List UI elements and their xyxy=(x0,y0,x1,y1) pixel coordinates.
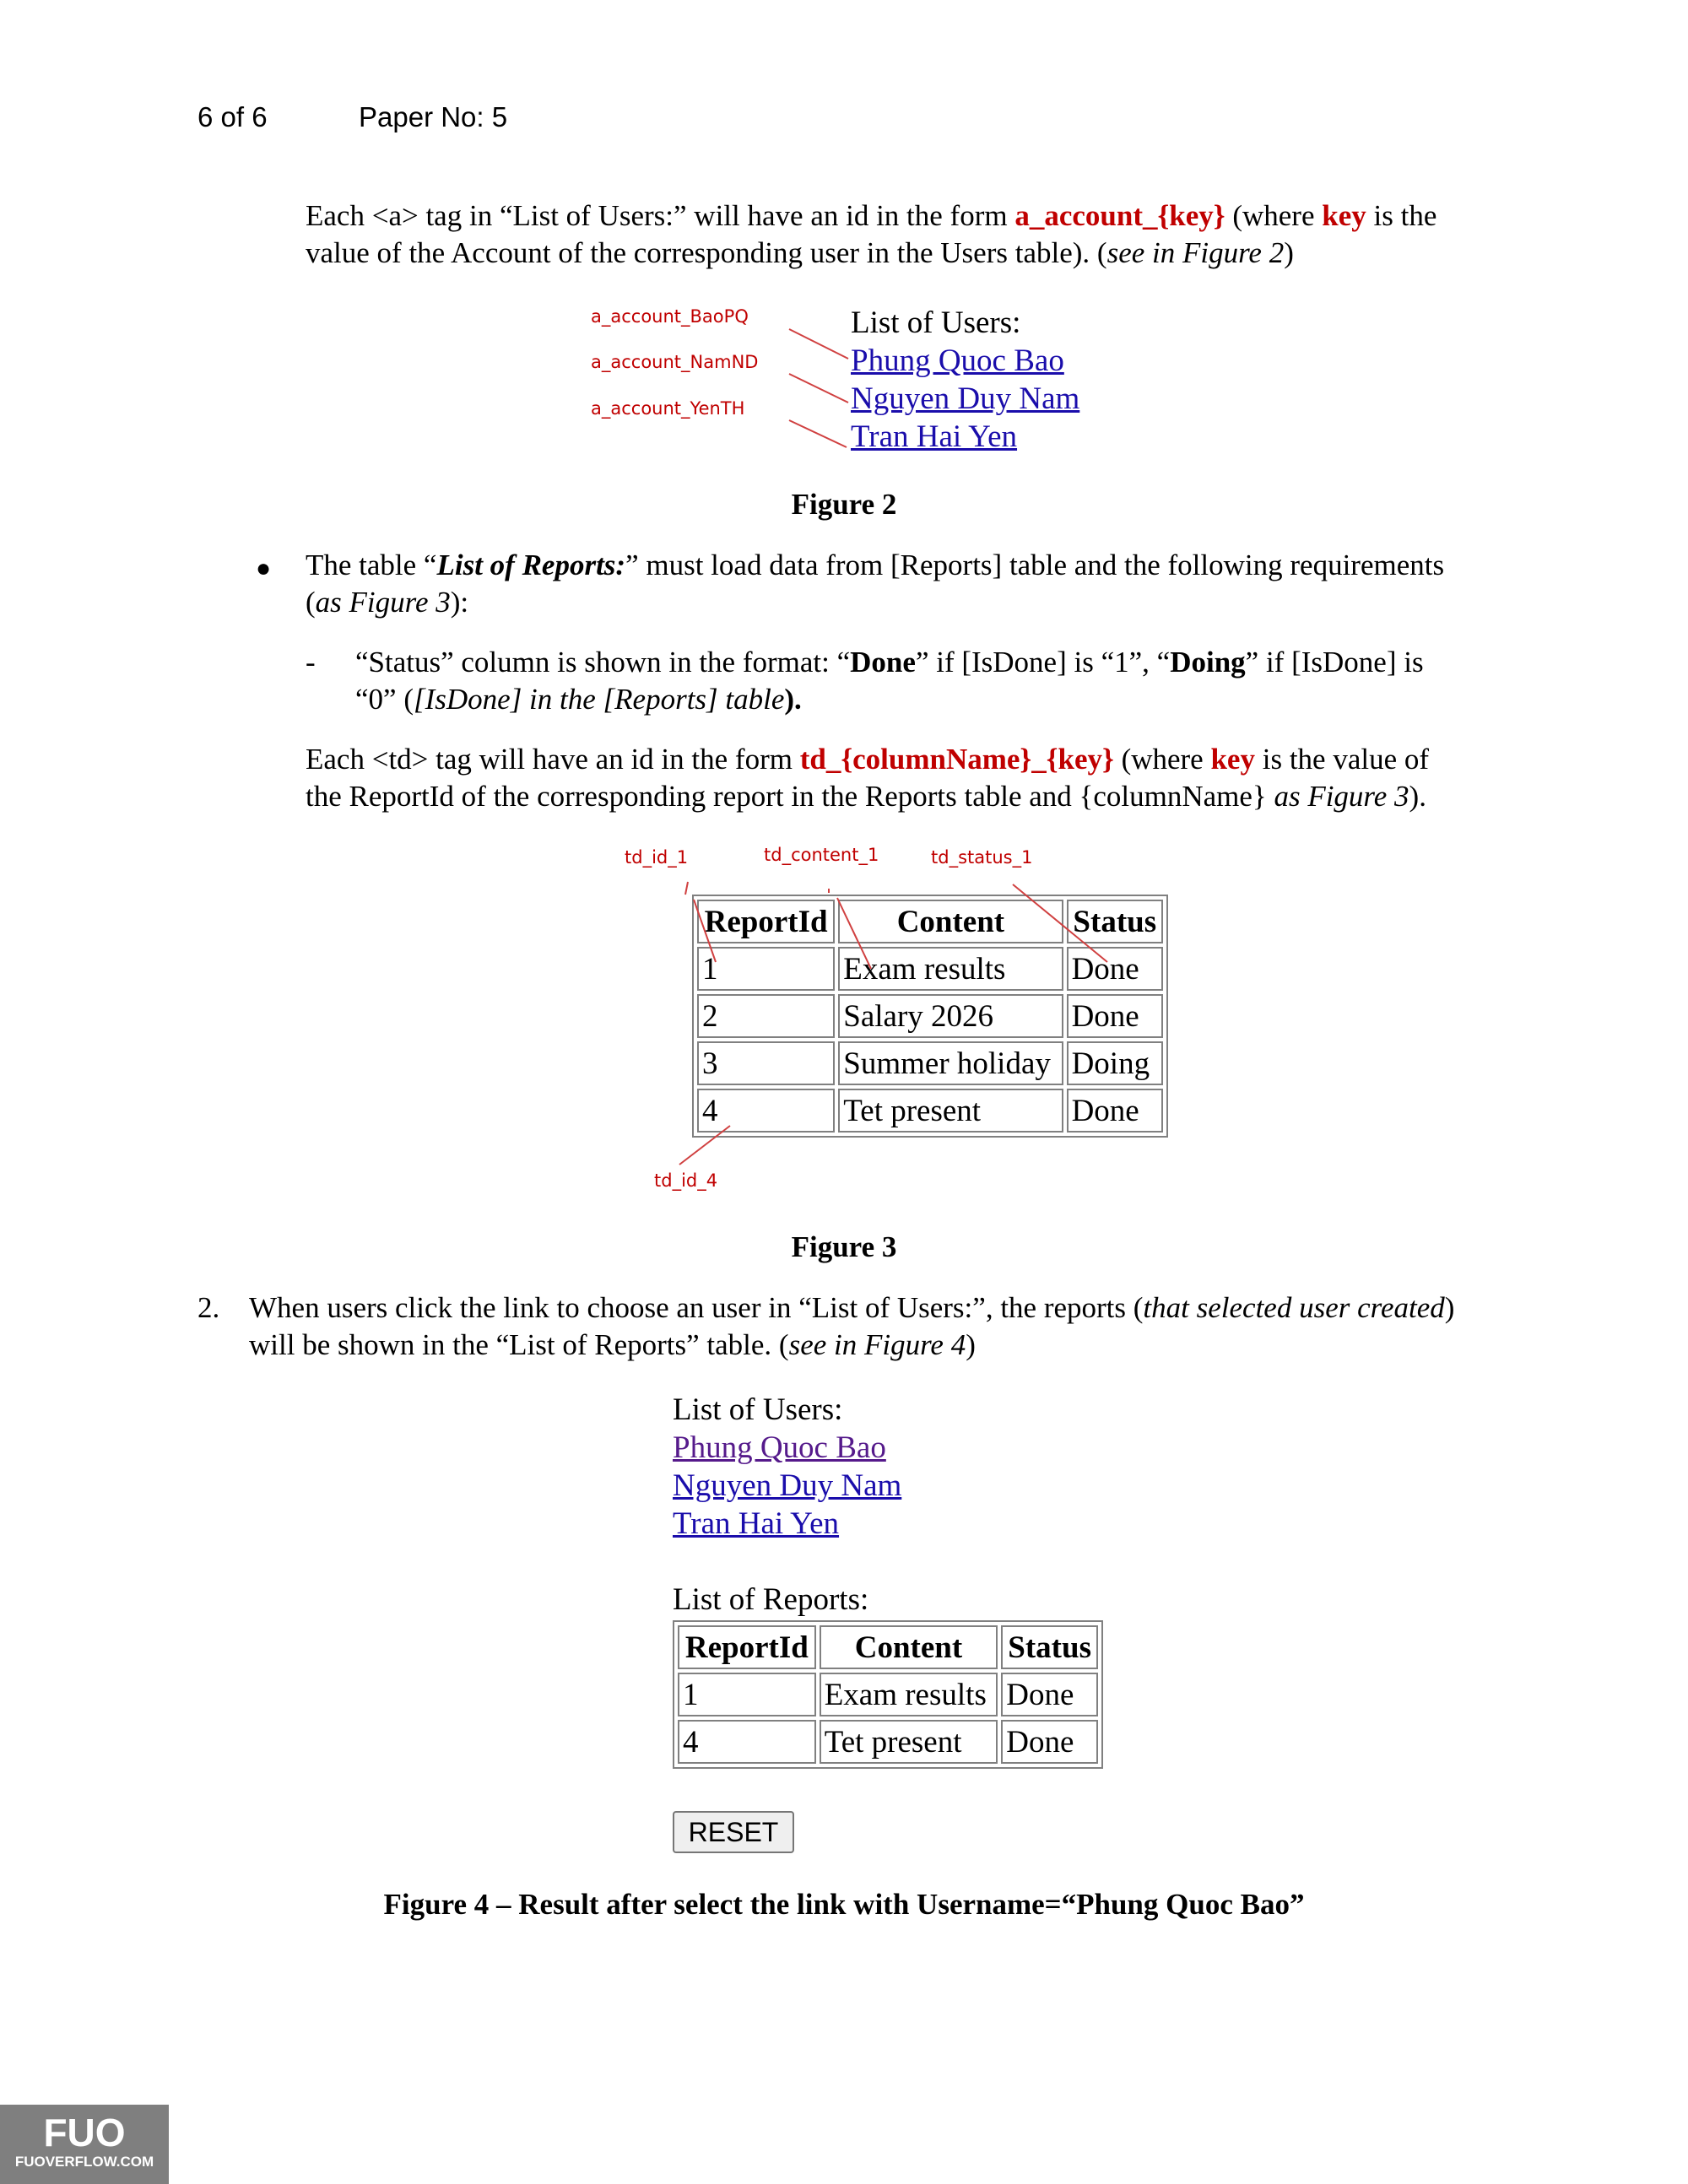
annotation-td-id-4: td_id_4 xyxy=(654,1170,718,1191)
fig4-reports-heading: List of Reports: xyxy=(673,1582,869,1617)
fig4-users-heading: List of Users: xyxy=(673,1392,843,1427)
column-header-content: Content xyxy=(820,1625,998,1669)
reports-table-requirement: The table “List of Reports:” must load data from [Reports] table and the following requirements (as Figure 3): xyxy=(306,549,1445,619)
fig2-user-link-3[interactable]: Tran Hai Yen xyxy=(851,419,1018,454)
pointer-line-td-status-1 xyxy=(1013,884,1107,962)
cell-content: Tet present xyxy=(838,1089,1063,1133)
logo-mark: FUO xyxy=(43,2111,126,2154)
column-header-status: Status xyxy=(1067,900,1163,943)
cell-content: Exam results xyxy=(820,1673,998,1716)
column-header-content: Content xyxy=(838,900,1063,943)
cell-content: Summer holiday xyxy=(838,1041,1063,1085)
annotation-a-account-namnd: a_account_NamND xyxy=(591,352,759,372)
logo-site: FUOVERFLOW.COM xyxy=(14,2154,154,2170)
cell-reportid: 1 xyxy=(697,947,835,991)
cell-content: Tet present xyxy=(820,1720,998,1764)
cell-reportid: 3 xyxy=(697,1041,835,1085)
pointer-line-yenth xyxy=(789,420,847,447)
cell-content: Salary 2026 xyxy=(838,994,1063,1038)
bullet-icon: ● xyxy=(256,554,272,582)
cell-content: Exam results xyxy=(838,947,1063,991)
annotation-a-account-yenth: a_account_YenTH xyxy=(591,398,745,419)
reset-button[interactable]: RESET xyxy=(673,1811,794,1853)
fig2-user-link-1[interactable]: Phung Quoc Bao xyxy=(851,343,1064,378)
figure-2-caption: Figure 2 xyxy=(791,488,897,521)
a-tag-id-description: Each <a> tag in “List of Users:” will have an id in the form a_account_{key} (where key is the value of the Account of the corresponding user in the Users table). (see in Figure 2) xyxy=(306,199,1437,269)
cell-reportid: 1 xyxy=(678,1673,816,1716)
cell-reportid: 2 xyxy=(697,994,835,1038)
column-header-reportid: ReportId xyxy=(697,900,835,943)
pointer-line-td-id-4 xyxy=(679,1126,730,1165)
cell-reportid: 4 xyxy=(697,1089,835,1133)
paper-number: Paper No: 5 xyxy=(359,101,508,132)
annotation-a-account-baopq: a_account_BaoPQ xyxy=(591,306,749,327)
fig4-user-link-2[interactable]: Nguyen Duy Nam xyxy=(673,1468,902,1503)
figure-3-caption: Figure 3 xyxy=(791,1230,897,1263)
column-header-status: Status xyxy=(1001,1625,1098,1669)
cell-reportid: 4 xyxy=(678,1720,816,1764)
annotation-td-id-1: td_id_1 xyxy=(625,847,689,868)
td-tag-id-description: Each <td> tag will have an id in the form td_{columnName}_{key} (where key is the value of the ReportId of the corresponding report in the Reports table and {columnName} as Figure 3). xyxy=(306,743,1430,813)
dash-marker: - xyxy=(306,646,316,678)
annotation-td-content-1: td_content_1 xyxy=(764,845,879,865)
pointer-line-td-content-1-b xyxy=(837,898,871,969)
page-number: 6 of 6 xyxy=(197,101,268,132)
fig4-user-link-3[interactable]: Tran Hai Yen xyxy=(673,1506,840,1541)
fig2-user-link-2[interactable]: Nguyen Duy Nam xyxy=(851,381,1080,416)
pointer-line-namnd xyxy=(789,374,848,403)
click-user-description: When users click the link to choose an user in “List of Users:”, the reports (that selected user created) will be shown in the “List of Reports” table. (see in Figure 4) xyxy=(249,1291,1455,1361)
pointer-line-td-id-1-b xyxy=(694,900,716,962)
fig4-user-link-1[interactable]: Phung Quoc Bao xyxy=(673,1430,886,1465)
fuoverflow-logo xyxy=(0,2105,169,2184)
pointer-line-baopq xyxy=(789,329,848,359)
cell-status: Done xyxy=(1067,1089,1163,1133)
pointer-line-td-id-1-a xyxy=(685,882,688,895)
annotation-td-status-1: td_status_1 xyxy=(931,847,1033,868)
cell-status: Done xyxy=(1001,1673,1098,1716)
cell-status: Done xyxy=(1067,994,1163,1038)
status-format-requirement: “Status” column is shown in the format: “Done” if [IsDone] is “1”, “Doing” if [IsDone] is “0” ([IsDone] in the [Reports] table). xyxy=(355,646,1424,716)
column-header-reportid: ReportId xyxy=(678,1625,816,1669)
item-number: 2. xyxy=(197,1291,220,1324)
figure-4-caption: Figure 4 – Result after select the link with Username=“Phung Quoc Bao” xyxy=(383,1888,1305,1921)
cell-status: Done xyxy=(1001,1720,1098,1764)
cell-status: Doing xyxy=(1067,1041,1163,1085)
fig2-users-heading: List of Users: xyxy=(851,305,1021,340)
cell-status: Done xyxy=(1067,947,1163,991)
